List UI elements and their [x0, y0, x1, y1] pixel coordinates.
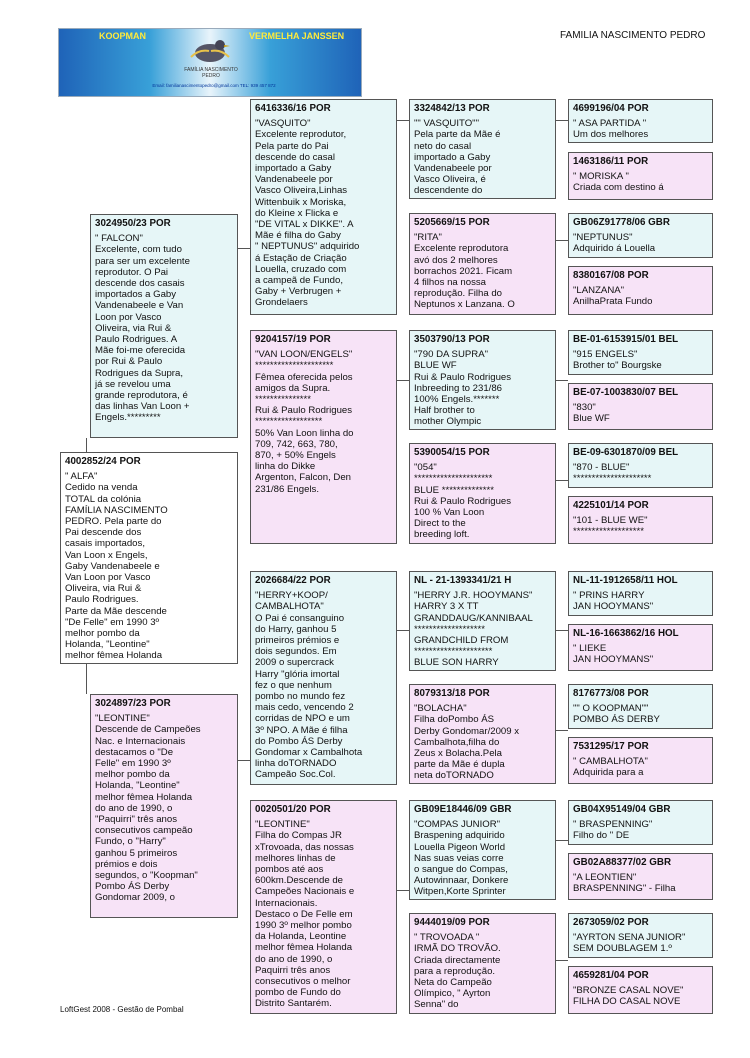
ring-number: GB09E18446/09 GBR — [414, 804, 512, 815]
pigeon-description: " FALCON" Excelente, com tudo para ser um excelente reprodutor. O Pai descende dos casais importados a Gaby Vandenabeele e Van Loon por Vasco Oliveira, via Rui & Paulo Rodrigues. A Mãe foi-me oferecida por Rui & Paulo Rodrigues da Supra, já se revelou uma grande reprodutora, é das linhas Van Loon + Engels.********* — [95, 233, 190, 424]
ring-number: 3324842/13 POR — [414, 103, 490, 114]
pigeon-card-gen5[interactable] — [568, 913, 713, 958]
ring-number: BE-01-6153915/01 BEL — [573, 334, 679, 345]
connector-line — [397, 890, 409, 891]
pigeon-description: "A LEONTIEN" BRASPENNING" - Filha — [573, 872, 676, 895]
ring-number: 4699196/04 POR — [573, 103, 649, 114]
pigeon-description: "BOLACHA" Filha doPombo ÁS Derby Gondomar/2009 x Cambalhota,filha do Zeus x Bolacha.Pela parte da Mãe é dupla neta doTORNADO — [414, 703, 520, 782]
pigeon-description: "LANZANA" AnilhaPrata Fundo — [573, 285, 653, 308]
pigeon-card-gen5[interactable] — [568, 624, 713, 671]
connector-line — [86, 438, 87, 452]
pigeon-description: "915 ENGELS" Brother to" Bourgske — [573, 349, 662, 372]
pigeon-card-gen5[interactable] — [568, 213, 713, 258]
pigeon-card-subject[interactable] — [60, 452, 238, 664]
connector-line — [556, 380, 568, 381]
connector-line — [556, 730, 568, 731]
pigeon-description: "COMPAS JUNIOR" Braspening adquirido Louella Pigeon World Nas suas veias corre o sangue do Compas, Autowinnaar, Donkere Witpen,Korte Sprinter — [414, 819, 509, 898]
pigeon-card-gen5[interactable] — [568, 571, 713, 616]
pigeon-card-gen5[interactable] — [568, 800, 713, 845]
ring-number: 4225101/14 POR — [573, 500, 649, 511]
pigeon-card-gen5[interactable] — [568, 99, 713, 143]
connector-line — [397, 630, 409, 631]
pigeon-description: " BRASPENNING" Filho do " DE — [573, 819, 653, 842]
pigeon-card-gen4[interactable] — [409, 330, 556, 430]
pigeon-card-gen5[interactable] — [568, 443, 713, 488]
connector-line — [556, 120, 568, 121]
connector-line — [86, 664, 87, 694]
connector-line — [556, 960, 568, 961]
pigeon-card-gen5[interactable] — [568, 266, 713, 315]
pigeon-description: "VAN LOON/ENGELS" ********************* Fêmea oferecida pelos amigos da Supra. *************** Rui & Paulo Rodrigues ****************** 50% Van Loon linha do 709, 742, 663, 780, 870, + 50% Engels linha do Dikke Argenton, Falcon, Den 231/86 Engels. — [255, 349, 354, 495]
pigeon-description: " LIEKE JAN HOOYMANS" — [573, 643, 654, 666]
pigeon-card-gen5[interactable] — [568, 684, 713, 729]
pigeon-description: "" O KOOPMAN"" POMBO ÁS DERBY — [573, 703, 660, 726]
ring-number: 2673059/02 POR — [573, 917, 649, 928]
ring-number: NL - 21-1393341/21 H — [414, 575, 512, 586]
ring-number: 3503790/13 POR — [414, 334, 490, 345]
pigeon-description: "054" ********************* BLUE ************** Rui & Paulo Rodrigues 100 % Van Loon Direct to the breeding loft. — [414, 462, 512, 541]
pigeon-description: "VASQUITO" Excelente reprodutor, Pela parte do Pai descende do casal importado a Gaby Vandenabeele por Vasco Oliveira,Linhas Wittenbuik x Moriska, do Kleine x Flicka e "DE VITAL x DIKKE". A Mãe é filha do Gaby " NEPTUNUS" adquirido á Estação de Criação Louella, cruzado com a campeã de Fundo, Gaby + Verbrugen + Grondelaers — [255, 118, 360, 309]
pigeon-card-gen4[interactable] — [409, 213, 556, 315]
pigeon-description: " CAMBALHOTA" Adquirida para a — [573, 756, 648, 779]
connector-line — [397, 380, 409, 381]
ring-number: 5205669/15 POR — [414, 217, 490, 228]
footer-credit: LoftGest 2008 - Gestão de Pombal — [60, 1005, 184, 1014]
ring-number: GB02A88377/02 GBR — [573, 857, 672, 868]
pigeon-description: " ASA PARTIDA " Um dos melhores — [573, 118, 649, 141]
ring-number: 4659281/04 POR — [573, 970, 649, 981]
pigeon-card-gen5[interactable] — [568, 966, 713, 1014]
pigeon-description: "870 - BLUE" ********************* — [573, 462, 652, 485]
pigeon-description: "LEONTINE" Descende de Campeões Nac. e Internacionais destacamos o "De Felle" em 1990 3º melhor pombo da Holanda, "Leontine" melhor fêmea Holanda do ano de 1990, o "Paquirri" três anos consecutivos campeão Fundo, o "Harry" ganhou 5 primeiros prémios e dois segundos, o "Koopman" Pombo ÁS Derby Gondomar 2009, o — [95, 713, 201, 904]
ring-number: 1463186/11 POR — [573, 156, 649, 167]
pigeon-card-gen5[interactable] — [568, 853, 713, 900]
connector-line — [556, 240, 568, 241]
pigeon-description: " TROVOADA " IRMÃ DO TROVÃO. Criada directamente para a reprodução. Neta do Campeão Olímpico, " Ayrton Senna" do — [414, 932, 501, 1011]
pigeon-description: " ALFA" Cedido na venda TOTAL da colónia FAMÍLIA NASCIMENTO PEDRO. Pela parte do Pai descende dos casais importados, Van Loon x Engels, Gaby Vandenabeele e Van Loon por Vasco Oliveira, via Rui & Paulo Rodrigues. Parte da Mãe descende "De Felle" em 1990 3º melhor pombo da Holanda, "Leontine" melhor fêmea Holanda — [65, 471, 168, 662]
pigeon-description: " MORISKA " Criada com destino á — [573, 171, 664, 194]
connector-line — [238, 760, 250, 761]
pigeon-description: "830" Blue WF — [573, 402, 610, 425]
logo-contact: Email: familianascimentopedro@gmail.com TEL: 939 457 872 — [152, 83, 276, 88]
loft-logo — [58, 28, 362, 97]
pigeon-card-gen4[interactable] — [409, 913, 556, 1014]
pigeon-card-gen5[interactable] — [568, 152, 713, 200]
connector-line — [397, 120, 409, 121]
pigeon-description: "LEONTINE" Filha do Compas JR xTrovoada, das nossas melhores linhas de pombos até aos 600km.Descende de Campeões Nacionais e Internacionais. Destaco o De Felle em 1990 3º melhor pombo da Holanda, Leontine melhor fêmea Holanda do ano de 1990, o Paquirri três anos consecutivos o melhor pombo de Fundo do Distrito Santarém. — [255, 819, 355, 1010]
ring-number: BE-09-6301870/09 BEL — [573, 447, 679, 458]
connector-line — [556, 480, 568, 481]
pigeon-description: "HERRY+KOOP/ CAMBALHOTA" O Pai é consanguino do Harry, ganhou 5 primeiros prémios e dois segundos. Em 2009 o supercrack Harry "glória imortal fez o que nenhum pombo no mundo fez mais cedo, vencendo 2 corridas de NPO e um 3º NPO. A Mãe é filha do Pombo ÁS Derby Gondomar x Cambalhota linha doTORNADO Campeão Soc.Col. — [255, 590, 363, 781]
logo-center-text: FAMÍLIA NASCIMENTO PEDRO — [184, 67, 238, 79]
ring-number: 8079313/18 POR — [414, 688, 490, 699]
ring-number: 5390054/15 POR — [414, 447, 490, 458]
pigeon-card-gen5[interactable] — [568, 330, 713, 375]
logo-right-text: VERMELHA JANSSEN — [249, 31, 345, 41]
pigeon-description: "" VASQUITO"" Pela parte da Mãe é neto do casal importado a Gaby Vandenabeele por Vasco Oliveira, é descendente do — [414, 118, 501, 197]
pigeon-icon — [187, 35, 233, 67]
pigeon-card-gen5[interactable] — [568, 737, 713, 784]
pigeon-description: " PRINS HARRY JAN HOOYMANS" — [573, 590, 654, 613]
pigeon-description: "790 DA SUPRA" BLUE WF Rui & Paulo Rodrigues Inbreeding to 231/86 100% Engels.******* Half brother to mother Olympic — [414, 349, 512, 428]
connector-line — [556, 840, 568, 841]
ring-number: 7531295/17 POR — [573, 741, 649, 752]
ring-number: 2026684/22 POR — [255, 575, 331, 586]
pigeon-card-dam-sire[interactable] — [250, 571, 397, 785]
pigeon-description: "NEPTUNUS" Adquirido á Louella — [573, 232, 656, 255]
pigeon-description: "BRONZE CASAL NOVE" FILHA DO CASAL NOVE — [573, 985, 684, 1008]
connector-line — [238, 248, 250, 249]
pigeon-description: "101 - BLUE WE" ******************* — [573, 515, 648, 538]
pigeon-card-gen4[interactable] — [409, 684, 556, 784]
pigeon-description: "HERRY J.R. HOOYMANS" HARRY 3 X TT GRANDDAUG/KANNIBAAL ******************* GRANDCHILD FROM ********************* BLUE SON HARRY — [414, 590, 533, 669]
pigeon-card-gen5[interactable] — [568, 383, 713, 430]
pigeon-card-gen4[interactable] — [409, 99, 556, 199]
pigeon-card-gen4[interactable] — [409, 571, 556, 671]
ring-number: 6416336/16 POR — [255, 103, 331, 114]
ring-number: NL-11-1912658/11 HOL — [573, 575, 678, 586]
ring-number: 3024897/23 POR — [95, 698, 171, 709]
pigeon-card-sire-dam[interactable] — [250, 330, 397, 544]
ring-number: 9444019/09 POR — [414, 917, 490, 928]
ring-number: GB04X95149/04 GBR — [573, 804, 671, 815]
ring-number: 0020501/20 POR — [255, 804, 331, 815]
ring-number: 8176773/08 POR — [573, 688, 649, 699]
ring-number: GB06Z91778/06 GBR — [573, 217, 670, 228]
logo-left-text: KOOPMAN — [99, 31, 146, 41]
pigeon-card-sire-sire[interactable] — [250, 99, 397, 315]
pigeon-description: "RITA" Excelente reprodutora avó dos 2 melhores borrachos 2021. Ficam 4 filhos na nossa reprodução. Filha do Neptunos x Lanzana. O — [414, 232, 515, 311]
family-title: FAMILIA NASCIMENTO PEDRO — [560, 30, 706, 41]
pigeon-description: "AYRTON SENA JUNIOR" SEM DOUBLAGEM 1.º — [573, 932, 686, 955]
pigeon-card-gen5[interactable] — [568, 496, 713, 544]
pigeon-card-gen4[interactable] — [409, 800, 556, 900]
pigeon-card-gen4[interactable] — [409, 443, 556, 544]
pigeon-card-dam[interactable] — [90, 694, 238, 918]
ring-number: BE-07-1003830/07 BEL — [573, 387, 679, 398]
ring-number: 4002852/24 POR — [65, 456, 141, 467]
connector-line — [556, 630, 568, 631]
ring-number: NL-16-1663862/16 HOL — [573, 628, 679, 639]
pigeon-card-sire[interactable] — [90, 214, 238, 438]
ring-number: 3024950/23 POR — [95, 218, 171, 229]
pigeon-card-dam-dam[interactable] — [250, 800, 397, 1014]
ring-number: 9204157/19 POR — [255, 334, 331, 345]
ring-number: 8380167/08 POR — [573, 270, 649, 281]
